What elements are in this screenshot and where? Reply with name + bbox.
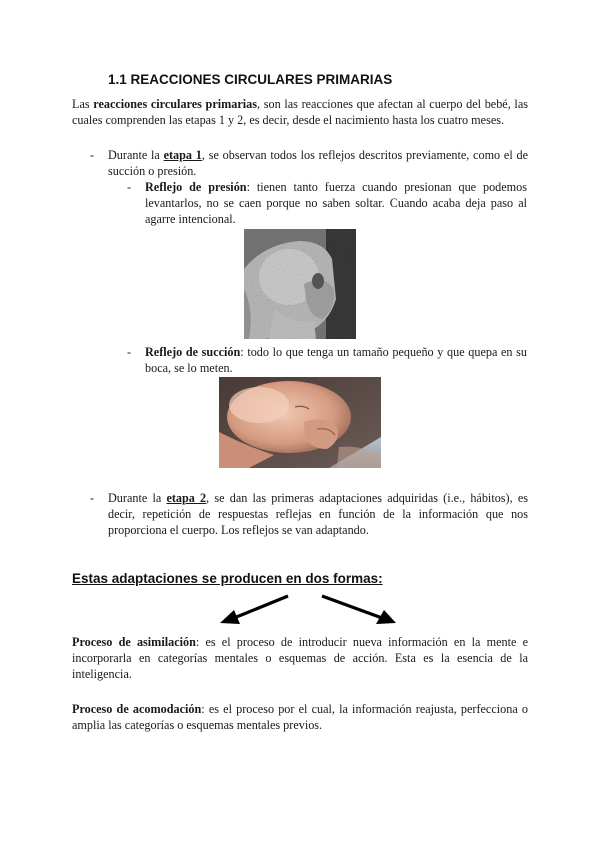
intro-text-pre: Las	[72, 97, 94, 111]
stage1-bold-term: etapa 1	[163, 148, 202, 162]
reflex-pressure-term: Reflejo de presión	[145, 180, 247, 194]
reflex-suction-text: : todo lo que tenga un tamaño pequeño y que quepa en su boca, se lo meten.	[145, 345, 527, 375]
stage2-text-post: , se dan las primeras adaptaciones adquiridas (i.e., hábitos), es decir, repetición de respuestas reflejas en función de la información que nos proporciona el cuerpo. Los reflejos se van adaptando.	[108, 491, 528, 537]
reflex-suction-paragraph	[145, 344, 527, 376]
baby-grasp-photo	[244, 229, 356, 339]
intro-text-post: , son las reacciones que afectan al cuerpo del bebé, las cuales comprenden las etapas 1 y 2, es decir, desde el nacimiento hasta los cuatro meses.	[72, 97, 528, 127]
accommodation-text: : es el proceso por el cual, la información reajusta, perfecciona o amplia las categorías o esquemas mentales previos.	[72, 702, 528, 732]
intro-paragraph	[72, 96, 528, 128]
branch-arrows	[214, 590, 404, 628]
reflex-pressure-text: : tienen tanto fuerza cuando presionan que podemos levantarlos, no se caen porque no saben soltar. Cuando acaba deja paso al agarre intencional.	[145, 180, 527, 226]
stage2-bold-term: etapa 2	[166, 491, 207, 505]
intro-bold-term: reacciones circulares primarias	[93, 97, 258, 111]
bullet-marker-pressure: -	[127, 180, 132, 194]
arrow-left-icon	[220, 596, 288, 624]
stage2-text-pre: Durante la	[108, 491, 167, 505]
arrow-right-icon	[322, 596, 396, 624]
assimilation-paragraph	[72, 634, 528, 682]
assimilation-text: : es el proceso de introducir nueva información en la mente e incorporarla en categorías mentales o esquemas de acción. Esta es la esencia de la inteligencia.	[72, 635, 528, 681]
reflex-suction-term: Reflejo de succión	[145, 345, 241, 359]
stage1-text-post: , se observan todos los reflejos descritos previamente, como el de succión o presión.	[108, 148, 528, 178]
stage1-paragraph	[108, 147, 528, 179]
bullet-marker-stage2: -	[90, 491, 95, 505]
accommodation-paragraph	[72, 701, 528, 733]
accommodation-term: Proceso de acomodación	[72, 702, 202, 716]
stage1-text-pre: Durante la	[108, 148, 164, 162]
reflex-pressure-paragraph	[145, 179, 527, 227]
assimilation-term: Proceso de asimilación	[72, 635, 196, 649]
stage2-paragraph	[108, 490, 528, 538]
baby-suction-photo	[219, 377, 381, 468]
bullet-marker-stage1: -	[90, 148, 95, 162]
bullet-marker-suction: -	[127, 345, 132, 359]
page-title: 1.1 REACCIONES CIRCULARES PRIMARIAS	[108, 72, 393, 87]
adaptations-heading: Estas adaptaciones se producen en dos formas:	[72, 571, 383, 586]
